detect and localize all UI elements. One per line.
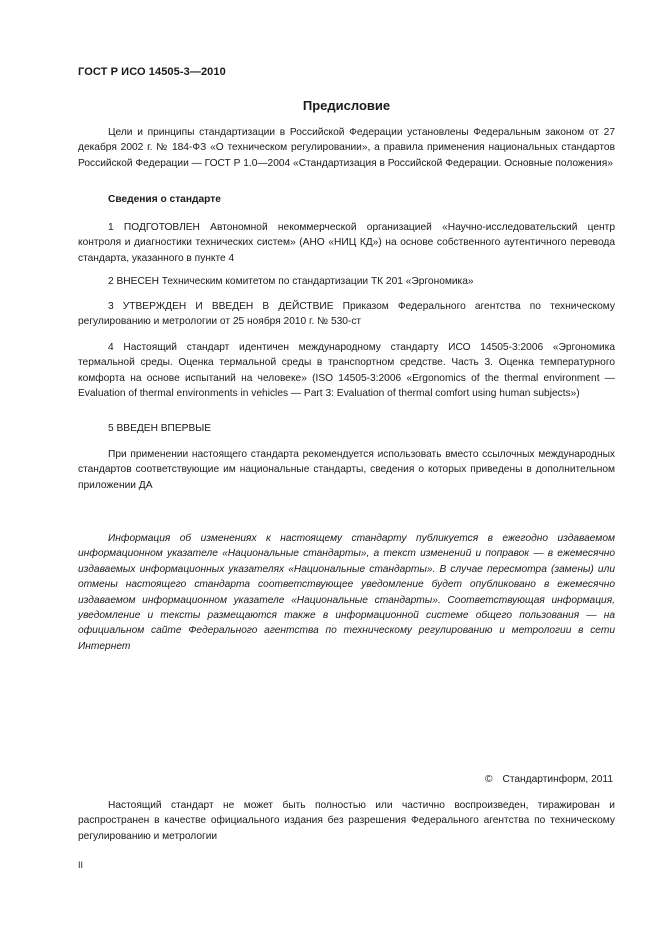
item-2: 2 ВНЕСЕН Техническим комитетом по стандартизации ТК 201 «Эргономика» xyxy=(108,276,474,287)
section-heading: Сведения о стандарте xyxy=(108,194,221,205)
reproduction-notice: Настоящий стандарт не может быть полностью или частично воспроизведен, тиражирован и распространен в качестве официального издания без разрешения Федерального агентства по техническому регулированию и метрологии xyxy=(78,800,615,842)
application-note: При применении настоящего стандарта рекомендуется использовать вместо ссылочных международных стандартов соответствующие им национальные стандарты, сведения о которых приведены в дополнительном приложении ДА xyxy=(78,449,615,491)
item-3: 3 УТВЕРЖДЕН И ВВЕДЕН В ДЕЙСТВИЕ Приказом Федерального агентства по техническому регулированию и метрологии от 25 ноября 2010 г. № 530-ст xyxy=(78,301,615,328)
page-title-text: Предисловие xyxy=(302,98,391,113)
copyright-line xyxy=(485,774,613,785)
copyright-text: Стандартинформ, 2011 xyxy=(502,774,613,785)
intro-paragraph: Цели и принципы стандартизации в Российской Федерации установлены Федеральным законом от 27 декабря 2002 г. № 184-ФЗ «О техническом регулировании», а правила применения национальных стандартов Российской Федерации — ГОСТ Р 1.0—2004 «Стандартизация в Российской Федерации. Основные положения» xyxy=(78,127,615,169)
item-4: 4 Настоящий стандарт идентичен международному стандарту ИСО 14505-3:2006 «Эргономика термальной среды. Оценка термальной среды в транспортном средстве. Часть 3. Оценка температурного комфорта на основе испытаний на человеке» (ISO 14505-3:2006 «Ergonomics of the thermal environment — Evaluation of thermal environments in vehicles — Part 3: Evaluation of thermal comfort using human subjects») xyxy=(78,342,615,400)
item-1: 1 ПОДГОТОВЛЕН Автономной некоммерческой организацией «Научно-исследовательский центр контроля и диагностики технических систем» (АНО «НИЦ КД») на основе собственного аутентичного перевода стандарта, указанного в пункте 4 xyxy=(78,222,615,264)
copyright-symbol: © xyxy=(484,774,493,785)
item-5: 5 ВВЕДЕН ВПЕРВЫЕ xyxy=(108,423,212,434)
change-info-notice: Информация об изменениях к настоящему стандарту публикуется в ежегодно издаваемом информационном указателе «Национальные стандарты», а текст изменений и поправок — в ежемесячно издаваемых информационных указателях «Национальные стандарты». В случае пересмотра (замены) или отмены настоящего стандарта соответствующее уведомление будет опубликовано в ежемесячно издаваемом информационном указателе «Национальные стандарты». Соответствующая информация, уведомление и тексты размещаются также в информационной системе общего пользования — на официальном сайте Федерального агентства по техническому регулированию и метрологии в сети Интернет xyxy=(78,533,615,652)
page-number: II xyxy=(78,860,84,870)
document-code-header: ГОСТ Р ИСО 14505-3—2010 xyxy=(78,66,226,78)
page-title xyxy=(0,98,661,113)
